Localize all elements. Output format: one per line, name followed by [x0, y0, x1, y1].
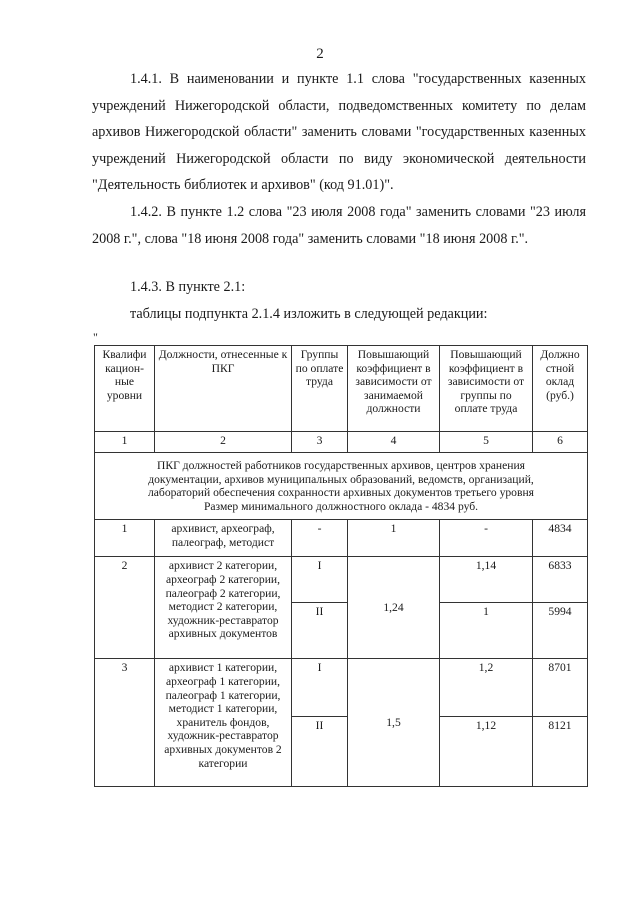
header-salary: Должно стной оклад (руб.) — [533, 346, 588, 432]
coef-position-cell: 1,5 — [348, 659, 440, 787]
table-row — [95, 557, 588, 603]
qualification-level: 2 — [95, 557, 155, 659]
header-pay-groups: Группы по оплате труда — [292, 346, 348, 432]
column-number: 1 — [95, 432, 155, 453]
salary-cell: 5994 — [533, 603, 588, 659]
salary-cell: 8121 — [533, 717, 588, 787]
opening-quote-mark: " — [93, 330, 98, 344]
page-number: 2 — [316, 46, 324, 62]
paragraph-table-intro: таблицы подпункта 2.1.4 изложить в следующей редакции: — [130, 306, 488, 322]
group-title-line: лабораторий обеспечения сохранности архивных документов третьего уровня — [148, 486, 534, 500]
column-number: 3 — [292, 432, 348, 453]
column-number: 4 — [348, 432, 440, 453]
coef-group-cell: 1 — [440, 603, 533, 659]
header-positions: Должности, отнесенные к ПКГ — [155, 346, 292, 432]
positions-cell: архивист 1 категории, археограф 1 категории, палеограф 1 категории, методист 1 категории, хранитель фондов, художник-реставратор архивных документов 2 категории — [155, 659, 292, 787]
pay-group-cell: - — [292, 520, 348, 557]
table-row — [95, 659, 588, 717]
pay-group-cell: I — [292, 557, 348, 603]
positions-cell: архивист 2 категории, археограф 2 категории, палеограф 2 категории, методист 2 категории, художник-реставратор архивных документов — [155, 557, 292, 659]
salary-cell: 4834 — [533, 520, 588, 557]
column-number: 6 — [533, 432, 588, 453]
column-number-row — [95, 432, 588, 453]
coef-group-cell: 1,14 — [440, 557, 533, 603]
table-row — [95, 520, 588, 557]
header-coef-position: Повышающий коэффициент в зависимости от занимаемой должности — [348, 346, 440, 432]
group-title-cell — [95, 453, 588, 520]
coef-position-cell: 1,24 — [348, 557, 440, 659]
qualification-level: 1 — [95, 520, 155, 557]
header-coef-group: Повышающий коэффициент в зависимости от группы по оплате труда — [440, 346, 533, 432]
group-title-row — [95, 453, 588, 520]
qualification-level: 3 — [95, 659, 155, 787]
group-title-line: ПКГ должностей работников государственных архивов, центров хранения — [156, 459, 526, 472]
pay-group-cell: I — [292, 659, 348, 717]
coef-position-cell: 1 — [348, 520, 440, 557]
pay-group-cell: II — [292, 717, 348, 787]
header-qualification-levels: Квалифи кацион- ные уровни — [95, 346, 155, 432]
column-number: 5 — [440, 432, 533, 453]
table-header-row — [95, 346, 588, 432]
salary-cell: 8701 — [533, 659, 588, 717]
paragraph-1-4-2: 1.4.2. В пункте 1.2 слова "23 июля 2008 года" заменить словами "23 июля 2008 г.", слова "18 июня 2008 года" заменить словами "18 июня 2008 г.". — [92, 204, 586, 247]
coef-group-cell: 1,12 — [440, 717, 533, 787]
positions-cell: архивист, археограф, палеограф, методист — [155, 520, 292, 557]
coef-group-cell: 1,2 — [440, 659, 533, 717]
group-title-line: Размер минимального должностного оклада - 4834 руб. — [203, 499, 479, 513]
group-title-line: документации, архивов муниципальных образований, ведомств, организаций, — [148, 472, 534, 486]
coef-group-cell: - — [440, 520, 533, 557]
column-number: 2 — [155, 432, 292, 453]
salary-table — [94, 345, 588, 787]
paragraph-1-4-3: 1.4.3. В пункте 2.1: — [130, 279, 246, 295]
salary-cell: 6833 — [533, 557, 588, 603]
paragraph-1-4-1: 1.4.1. В наименовании и пункте 1.1 слова "государственных казенных учреждений Нижегородской области, подведомственных комитету по делам архивов Нижегородской области" заменить словами "государственных казенных учреждений Нижегородской области по виду экономической деятельности "Деятельность библиотек и архивов" (код 91.01)". — [92, 71, 586, 193]
pay-group-cell: II — [292, 603, 348, 659]
